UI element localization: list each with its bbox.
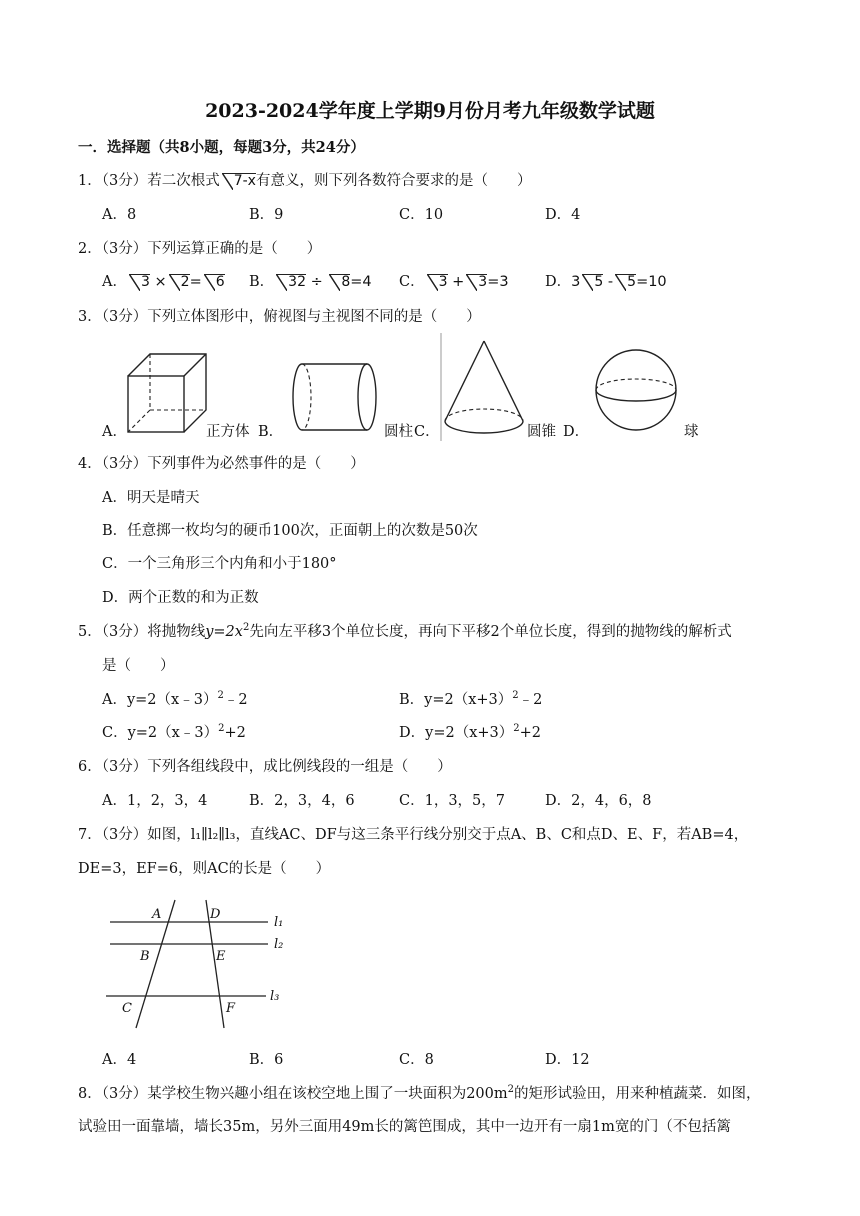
point-e-label: E (216, 949, 226, 964)
q1-option-c: C．10 (399, 207, 444, 223)
line-l2-label: l₂ (274, 937, 284, 952)
q2-option-c: C． 3 + 3=3 (399, 274, 509, 290)
q3-option-c: C． (414, 424, 440, 440)
q5-option-c: C．y=2（x﹣3）$^2$+2 (102, 723, 246, 741)
q3-option-a: A． (102, 424, 127, 440)
section-heading: 一．选择题（共8小题，每题3分，共24分） (78, 139, 365, 156)
q6-option-a: A．1，2，3，4 (102, 793, 208, 809)
question-5-stem: 5．（3分）将抛物线$y=2x^2$先向左平移3个单位长度，再向下平移2个单位长度，得到的抛物线的解析式 (78, 622, 732, 640)
q1-option-b: B．9 (249, 207, 284, 223)
parallel-lines-figure (100, 898, 300, 1038)
line-l3-label: l₃ (270, 989, 280, 1004)
point-a-label: A (152, 907, 162, 922)
q1-option-a: A．8 (102, 207, 137, 223)
q4-option-d: D．两个正数的和为正数 (102, 590, 259, 606)
q3-option-b-name: 圆柱 (384, 424, 413, 440)
q7-option-b: B．6 (249, 1052, 284, 1068)
q4-option-c: C．一个三角形三个内角和小于180° (102, 556, 337, 572)
cone-figure (444, 339, 528, 437)
q4-option-a: A．明天是晴天 (102, 490, 200, 506)
question-3-stem: 3．（3分）下列立体图形中，俯视图与主视图不同的是（ ） (78, 309, 481, 325)
q3-option-a-name: 正方体 (206, 424, 250, 440)
question-2-stem: 2．（3分）下列运算正确的是（ ） (78, 241, 322, 257)
q6-option-b: B．2，3，4，6 (249, 793, 355, 809)
question-7-stem-cont: DE=3，EF=6，则AC的长是（ ） (78, 861, 331, 877)
q7-option-a: A．4 (102, 1052, 137, 1068)
page-title: 2023-2024学年度上学期9月份月考九年级数学试题 (205, 100, 655, 122)
point-b-label: B (140, 949, 150, 964)
q2-option-a: A． 3 × 2= 6 (102, 274, 225, 290)
question-6-stem: 6．（3分）下列各组线段中，成比例线段的一组是（ ） (78, 759, 452, 775)
q5-option-d: D．$y=2(x+3)^2+2$ (399, 723, 541, 741)
cylinder-figure (290, 360, 380, 434)
q4-option-b: B．任意掷一枚均匀的硬币100次，正面朝上的次数是50次 (102, 523, 478, 539)
question-5-stem-cont: 是（ ） (102, 658, 175, 674)
question-4-stem: 4．（3分）下列事件为必然事件的是（ ） (78, 456, 365, 472)
q3-option-d-name: 球 (684, 424, 699, 440)
point-d-label: D (210, 907, 221, 922)
q3-option-d: D． (563, 424, 590, 440)
q3-option-c-name: 圆锥 (527, 424, 556, 440)
sphere-figure (593, 348, 679, 432)
q6-option-d: D．2，4，6，8 (545, 793, 652, 809)
q7-option-c: C．8 (399, 1052, 434, 1068)
point-f-label: F (226, 1001, 236, 1016)
cone-figure-frame (440, 333, 442, 441)
cube-figure (126, 352, 210, 436)
q3-option-b: B． (258, 424, 284, 440)
question-8-stem: 8．（3分）某学校生物兴趣小组在该校空地上围了一块面积为$200m^2$的矩形试验田，用来种植蔬菜．如图， (78, 1084, 761, 1102)
q7-option-d: D．12 (545, 1052, 590, 1068)
q2-option-b: B． 32 ÷ 8=4 (249, 274, 372, 290)
q1-option-d: D．4 (545, 207, 581, 223)
point-c-label: C (122, 1001, 132, 1016)
q5-option-b: B．$y=2(x+3)^2﹣2$ (399, 690, 543, 708)
question-1-stem: 1．（3分）若二次根式 7-x有意义，则下列各数符合要求的是（ ） (78, 173, 532, 189)
q2-option-d: D．3 5 - 5=10 (545, 274, 667, 290)
q5-option-a: A．y=2（x﹣3）$^2$﹣2 (102, 690, 248, 708)
question-7-stem: 7．（3分）如图，l₁∥l₂∥l₃，直线AC、DF与这三条平行线分别交于点A、B、C和点D、E、F，若AB=4， (78, 827, 749, 843)
q6-option-c: C．1，3，5，7 (399, 793, 505, 809)
question-8-stem-cont: 试验田一面靠墙，墙长35m，另外三面用49m长的篱笆围成，其中一边开有一扇1m宽的门（不包括篱 (78, 1119, 731, 1135)
radical: 7-x (222, 173, 256, 189)
line-l1-label: l₁ (274, 915, 284, 930)
